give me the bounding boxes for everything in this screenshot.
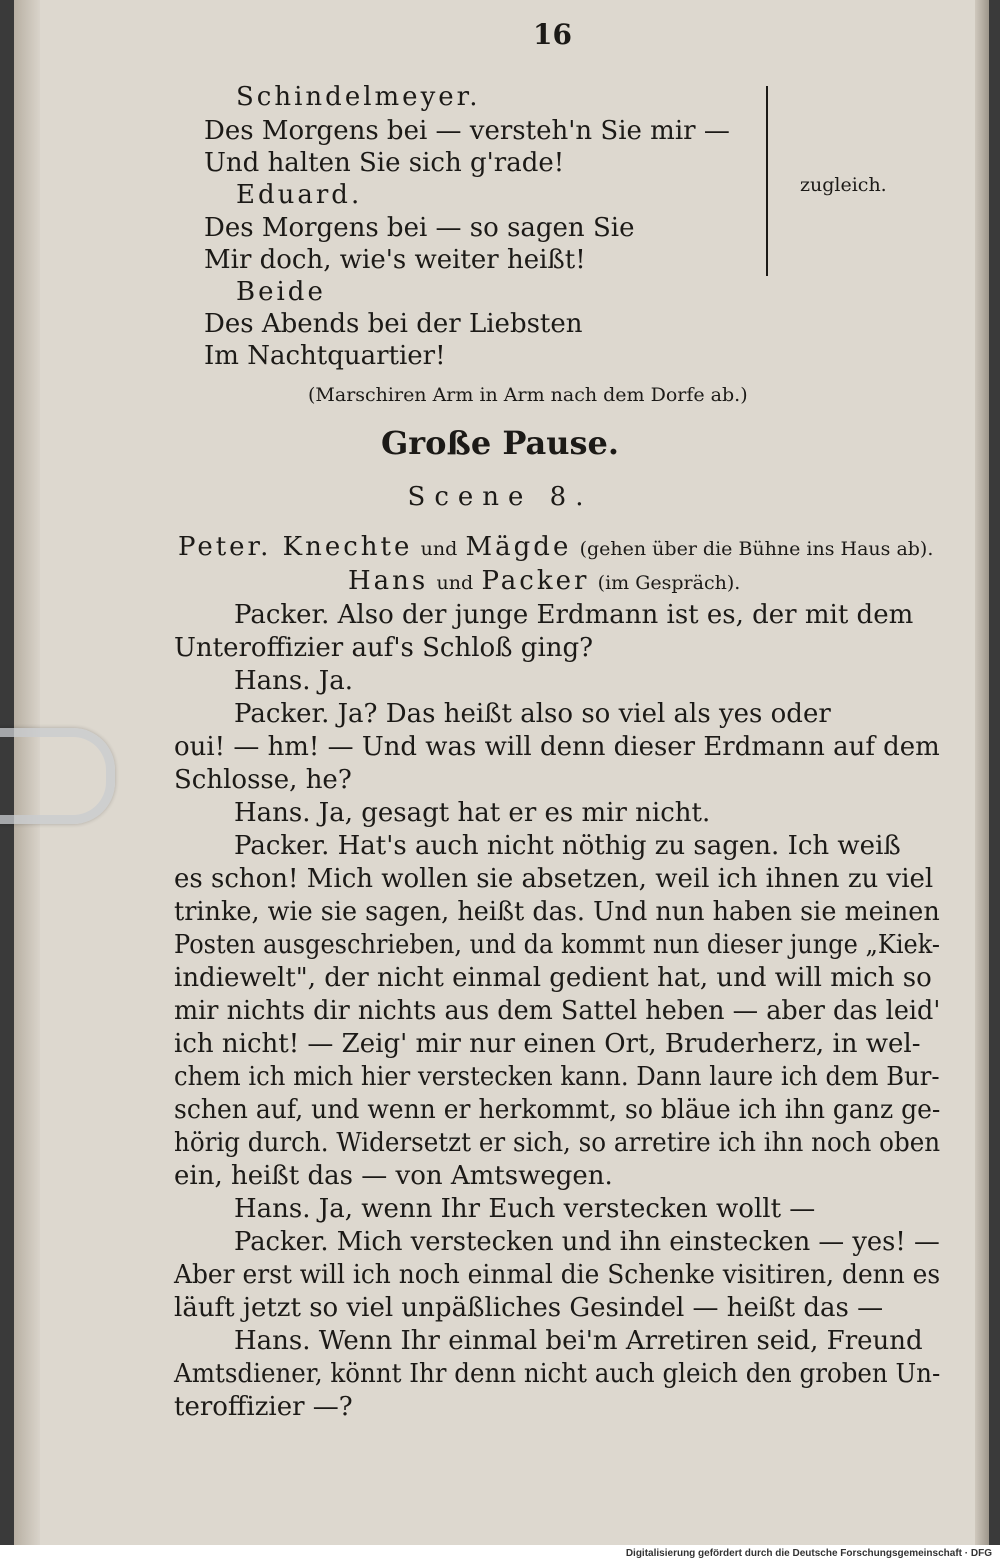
dialogue-line: es schon! Mich wollen sie absetzen, weil ich ihnen zu viel	[174, 864, 934, 894]
dialogue-line: ein, heißt das — von Amtswegen.	[174, 1161, 613, 1191]
dialogue-line: Posten ausgeschrieben, und da kommt nun dieser junge „Kiek-	[174, 930, 941, 960]
speaker-eduard: Eduard.	[236, 180, 363, 210]
dialogue-line: Packer. Mich verstecken und ihn einstecken — yes! —	[234, 1227, 940, 1257]
song-line: Des Abends bei der Liebsten	[204, 309, 583, 339]
cast-name: Mägde	[465, 532, 572, 562]
paper-clip	[0, 728, 115, 824]
dialogue-line: Hans. Ja, wenn Ihr Euch verstecken wollt —	[234, 1194, 816, 1224]
speaker-schindelmeyer: Schindelmeyer.	[236, 82, 481, 112]
dialogue-line: trinke, wie sie sagen, heißt das. Und nun haben sie meinen	[174, 897, 940, 927]
together-label: zugleich.	[800, 174, 887, 196]
dfg-credit: Digitalisierung gefördert durch die Deutsche Forschungsgemeinschaft · DFG	[625, 1548, 992, 1559]
dialogue-line: Hans. Ja, gesagt hat er es mir nicht.	[234, 798, 711, 828]
dialogue-line: Packer. Also der junge Erdmann ist es, der mit dem	[234, 600, 914, 630]
dialogue-line: läuft jetzt so viel unpäßliches Gesindel — heißt das —	[174, 1293, 884, 1323]
dialogue-line: mir nichts dir nichts aus dem Sattel heben — aber das leid'	[174, 996, 941, 1026]
song-line: Des Morgens bei — so sagen Sie	[204, 213, 635, 243]
cast-name: Packer	[481, 566, 590, 596]
intermission-heading: Große Pause.	[380, 424, 620, 462]
dialogue-line: teroffizier —?	[174, 1392, 353, 1422]
dialogue-line: Aber erst will ich noch einmal die Schenke visitiren, denn es	[174, 1260, 941, 1290]
song-line: Mir doch, wie's weiter heißt!	[204, 245, 586, 275]
dialogue-line: Amtsdiener, könnt Ihr denn nicht auch gleich den groben Un-	[174, 1359, 941, 1389]
dialogue-line: hörig durch. Widersetzt er sich, so arretire ich ihn noch oben	[174, 1128, 941, 1158]
scene-title: Scene 8.	[407, 482, 593, 512]
speaker-beide: Beide	[236, 277, 326, 307]
page-edge	[975, 0, 989, 1545]
dialogue-line: Schlosse, he?	[174, 765, 352, 795]
dialogue-line: oui! — hm! — Und was will denn dieser Erdmann auf dem	[174, 732, 940, 762]
dialogue-line: Packer. Hat's auch nicht nöthig zu sagen. Ich weiß	[234, 831, 901, 861]
page-number: 16	[533, 18, 572, 51]
cast-direction: (gehen über die Bühne ins Haus ab).	[579, 538, 934, 560]
stage-direction: (Marschiren Arm in Arm nach dem Dorfe ab.)	[308, 384, 748, 406]
dialogue-line: Hans. Ja.	[234, 666, 353, 696]
song-line: Des Morgens bei — versteh'n Sie mir —	[204, 116, 730, 146]
cast-line-1	[178, 532, 933, 564]
dialogue-line: schen auf, und wenn er herkommt, so bläue ich ihn ganz ge-	[174, 1095, 941, 1125]
together-brace	[766, 86, 778, 276]
cast-line-2	[348, 566, 740, 598]
cast-direction: (im Gespräch).	[597, 572, 741, 594]
dialogue-line: ich nicht! — Zeig' mir nur einen Ort, Bruderherz, in wel-	[174, 1029, 921, 1059]
dialogue-line: indiewelt", der nicht einmal gedient hat, und will mich so	[174, 963, 932, 993]
song-line: Im Nachtquartier!	[204, 341, 446, 371]
song-line: Und halten Sie sich g'rade!	[204, 148, 565, 178]
dialogue-line: chem ich mich hier verstecken kann. Dann laure ich dem Bur-	[174, 1062, 940, 1092]
dialogue-line: Unteroffizier auf's Schloß ging?	[174, 633, 594, 663]
dialogue-line: Packer. Ja? Das heißt also so viel als yes oder	[234, 699, 831, 729]
cast-name: Hans	[348, 566, 429, 596]
cast-und: und	[436, 572, 474, 594]
cast-und: und	[420, 538, 458, 560]
dialogue-line: Hans. Wenn Ihr einmal bei'm Arretiren seid, Freund	[234, 1326, 923, 1356]
cast-names: Peter. Knechte	[178, 532, 413, 562]
